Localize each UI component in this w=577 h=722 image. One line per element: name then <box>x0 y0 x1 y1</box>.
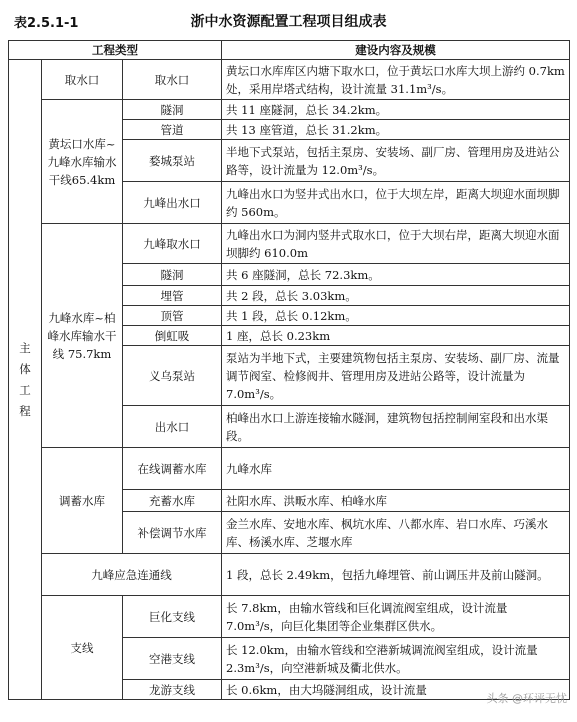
header-content: 建设内容及规模 <box>222 41 570 60</box>
item-text: 金兰水库、安地水库、枫坑水库、八都水库、岩口水库、巧溪水库、杨溪水库、芝堰水库 <box>222 512 570 554</box>
composition-table <box>8 40 570 700</box>
group-cell: 取水口 <box>42 60 123 100</box>
item-text: 社阳水库、洪畈水库、柏峰水库 <box>222 490 570 512</box>
item-text: 共 13 座管道，总长 31.2km。 <box>222 120 570 140</box>
item-name: 隧洞 <box>123 100 222 120</box>
header-type: 工程类型 <box>9 41 222 60</box>
item-text: 长 7.8km，由输水管线和巨化调流阀室组成，设计流量 7.0m³/s，向巨化集团等企业集群区供水。 <box>222 596 570 638</box>
item-name: 隧洞 <box>123 264 222 286</box>
table-row <box>9 224 570 264</box>
item-name: 义乌泵站 <box>123 346 222 406</box>
group-cell: 九峰水库~柏峰水库输水干线 75.7km <box>42 224 123 448</box>
table-header-row <box>9 41 570 60</box>
watermark: 头条 @环评无忧 <box>486 692 567 705</box>
page-title: 浙中水资源配置工程项目组成表 <box>190 14 387 30</box>
item-text: 九峰出水口为洞内竖井式取水口，位于大坝右岸，距离大坝迎水面坝脚约 610.0m <box>222 224 570 264</box>
item-name: 充蓄水库 <box>123 490 222 512</box>
item-text: 共 1 段，总长 0.12km。 <box>222 306 570 326</box>
group-cell: 调蓄水库 <box>42 448 123 554</box>
group-cell: 支线 <box>42 596 123 700</box>
item-text: 柏峰出水口上游连接输水隧洞，建筑物包括控制闸室段和出水渠段。 <box>222 406 570 448</box>
header <box>0 0 577 40</box>
item-text: 共 6 座隧洞，总长 72.3km。 <box>222 264 570 286</box>
item-name: 九峰取水口 <box>123 224 222 264</box>
table-row <box>9 100 570 120</box>
item-name: 在线调蓄水库 <box>123 448 222 490</box>
item-name: 婺城泵站 <box>123 140 222 182</box>
item-text: 九峰水库 <box>222 448 570 490</box>
item-text: 共 11 座隧洞，总长 34.2km。 <box>222 100 570 120</box>
item-name: 九峰出水口 <box>123 182 222 224</box>
item-text: 1 段，总长 2.49km，包括九峰埋管、前山调压井及前山隧洞。 <box>222 554 570 596</box>
item-name: 倒虹吸 <box>123 326 222 346</box>
item-text: 长 0.6km，由大坞隧洞组成，设计流量 <box>222 680 570 700</box>
group-cell: 九峰应急连通线 <box>42 554 222 596</box>
item-text: 九峰出水口为竖井式出水口，位于大坝左岸，距离大坝迎水面坝脚约 560m。 <box>222 182 570 224</box>
table-row <box>9 448 570 490</box>
item-text: 黄坛口水库库区内塘下取水口，位于黄坛口水库大坝上游约 0.7km 处，采用岸塔式结构，设计流量 31.1m³/s。 <box>222 60 570 100</box>
item-name: 埋管 <box>123 286 222 306</box>
item-name: 巨化支线 <box>123 596 222 638</box>
item-text: 泵站为半地下式，主要建筑物包括主泵房、安装场、副厂房、流量调节阀室、检修阀井、管理用房及进站公路等，设计流量为 7.0m³/s。 <box>222 346 570 406</box>
group-cell: 黄坛口水库~九峰水库输水干线65.4km <box>42 100 123 224</box>
item-text: 1 座，总长 0.23km <box>222 326 570 346</box>
item-name: 顶管 <box>123 306 222 326</box>
table-row <box>9 554 570 596</box>
item-text: 长 12.0km，由输水管线和空港新城调流阀室组成，设计流量 2.3m³/s，向空港新城及衢北供水。 <box>222 638 570 680</box>
item-name: 管道 <box>123 120 222 140</box>
item-text: 半地下式泵站，包括主泵房、安装场、副厂房、管理用房及进站公路等，设计流量为 12.0m³/s。 <box>222 140 570 182</box>
main-category-cell: 主 体 工 程 <box>9 60 42 700</box>
item-name: 补偿调节水库 <box>123 512 222 554</box>
item-name: 取水口 <box>123 60 222 100</box>
item-text: 共 2 段，总长 3.03km。 <box>222 286 570 306</box>
table-row <box>9 60 570 100</box>
table-number: 表2.5.1-1 <box>14 16 79 31</box>
item-name: 龙游支线 <box>123 680 222 700</box>
table-row <box>9 596 570 638</box>
item-name: 空港支线 <box>123 638 222 680</box>
item-name: 出水口 <box>123 406 222 448</box>
